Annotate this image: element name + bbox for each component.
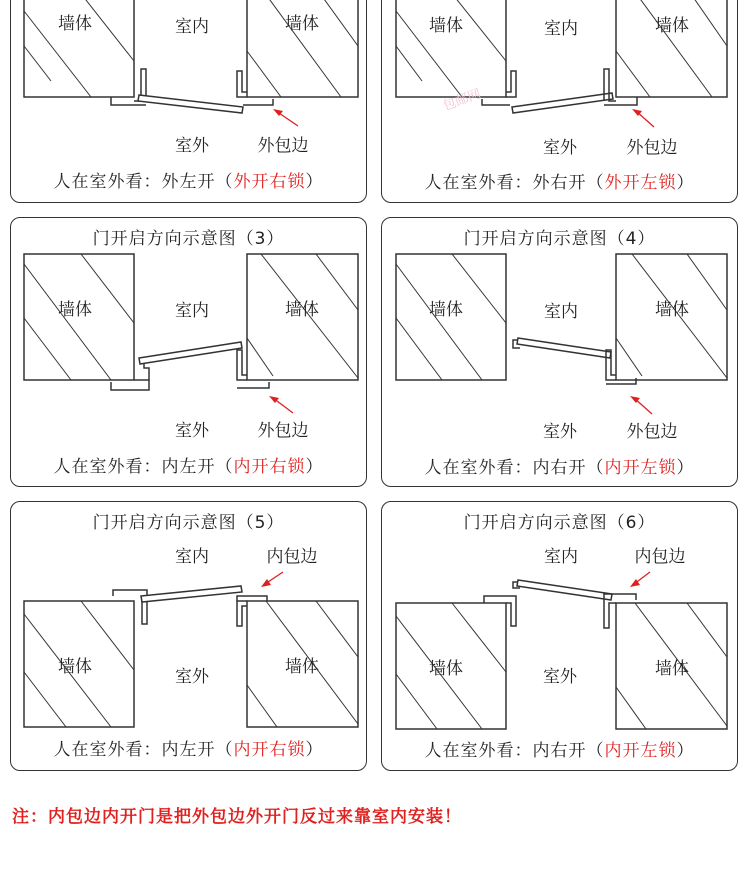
panel-title: 门开启方向示意图（3） xyxy=(92,229,285,249)
trim-label: 外包边 xyxy=(626,138,678,158)
caption-suffix: ） xyxy=(305,172,324,192)
indoor-label: 室内 xyxy=(175,547,209,567)
door-diagram-4 xyxy=(382,218,739,488)
outdoor-label: 室外 xyxy=(175,136,209,156)
installation-note: 注：内包边内开门是把外包边外开门反过来靠室内安装！ xyxy=(12,807,462,827)
trim-label: 内包边 xyxy=(266,547,318,567)
caption-suffix: ） xyxy=(676,458,695,478)
wall-label: 墙体 xyxy=(285,300,319,320)
caption-prefix: 人在室外看：内右开（ xyxy=(424,458,605,478)
caption-lock-side: 内开右锁 xyxy=(233,457,306,477)
caption-suffix: ） xyxy=(676,741,695,761)
panel-title: 门开启方向示意图（5） xyxy=(92,513,285,533)
panel-caption xyxy=(11,452,366,477)
panel-title: 门开启方向示意图（4） xyxy=(463,229,656,249)
outdoor-label: 室外 xyxy=(175,667,209,687)
caption-lock-side: 外开右锁 xyxy=(233,172,306,192)
caption-suffix: ） xyxy=(305,740,324,760)
wall-label: 墙体 xyxy=(58,300,92,320)
diagram-panel-5 xyxy=(10,501,367,771)
caption-prefix: 人在室外看：内左开（ xyxy=(53,457,234,477)
caption-prefix: 人在室外看：外左开（ xyxy=(53,172,234,192)
wall-label: 墙体 xyxy=(285,14,319,34)
diagram-panel-6 xyxy=(381,501,738,771)
caption-lock-side: 外开左锁 xyxy=(604,173,677,193)
indoor-label: 室内 xyxy=(175,301,209,321)
wall-label: 墙体 xyxy=(58,14,92,34)
trim-label: 外包边 xyxy=(257,136,309,156)
outdoor-label: 室外 xyxy=(175,421,209,441)
panel-caption xyxy=(382,453,737,478)
caption-prefix: 人在室外看：内右开（ xyxy=(424,741,605,761)
wall-label: 墙体 xyxy=(429,300,463,320)
outdoor-label: 室外 xyxy=(543,138,577,158)
indoor-label: 室内 xyxy=(544,19,578,39)
watermark-text: 包邮网 xyxy=(441,86,484,115)
trim-label: 外包边 xyxy=(257,421,309,441)
wall-label: 墙体 xyxy=(655,300,689,320)
wall-label: 墙体 xyxy=(58,657,92,677)
caption-lock-side: 内开右锁 xyxy=(233,740,306,760)
outdoor-label: 室外 xyxy=(543,667,577,687)
panel-title: 门开启方向示意图（6） xyxy=(463,513,656,533)
panel-caption xyxy=(382,168,737,193)
diagram-panel-1 xyxy=(10,0,367,203)
panel-caption xyxy=(11,735,366,760)
diagram-panel-2 xyxy=(381,0,738,203)
diagram-panel-3 xyxy=(10,217,367,487)
indoor-label: 室内 xyxy=(544,547,578,567)
caption-suffix: ） xyxy=(676,173,695,193)
indoor-label: 室内 xyxy=(544,302,578,322)
outdoor-label: 室外 xyxy=(543,422,577,442)
wall-label: 墙体 xyxy=(285,657,319,677)
diagram-panel-4 xyxy=(381,217,738,487)
caption-lock-side: 内开左锁 xyxy=(604,741,677,761)
caption-prefix: 人在室外看：内左开（ xyxy=(53,740,234,760)
door-diagram-3 xyxy=(11,218,368,488)
trim-label: 内包边 xyxy=(634,547,686,567)
panel-caption xyxy=(11,167,366,192)
wall-label: 墙体 xyxy=(429,16,463,36)
indoor-label: 室内 xyxy=(175,17,209,37)
wall-label: 墙体 xyxy=(429,659,463,679)
caption-prefix: 人在室外看：外右开（ xyxy=(424,173,605,193)
panel-caption xyxy=(382,736,737,761)
wall-label: 墙体 xyxy=(655,16,689,36)
trim-label: 外包边 xyxy=(626,422,678,442)
caption-lock-side: 内开左锁 xyxy=(604,458,677,478)
caption-suffix: ） xyxy=(305,457,324,477)
wall-label: 墙体 xyxy=(655,659,689,679)
